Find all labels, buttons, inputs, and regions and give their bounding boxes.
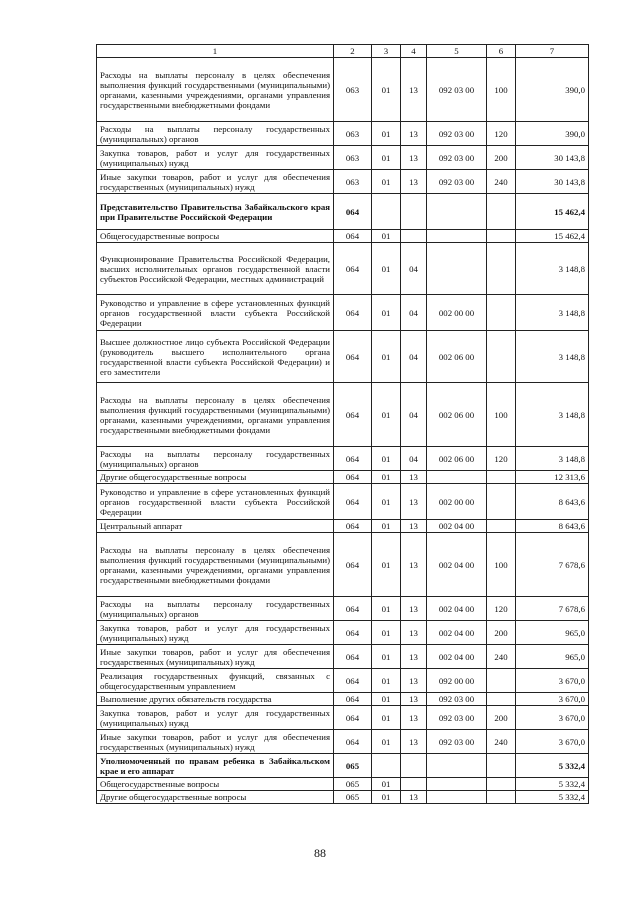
item-name-cell: Другие общегосударственные вопросы [97,471,334,484]
target-article-cell: 002 04 00 [427,597,487,621]
amount-cell: 3 148,8 [516,447,589,471]
subsection-cell: 13 [401,484,427,520]
target-article-cell: 092 03 00 [427,58,487,122]
admin-code-cell: 064 [334,693,372,706]
subsection-cell [401,754,427,778]
section-cell: 01 [372,170,401,194]
table-row [97,645,589,669]
amount-cell: 5 332,4 [516,778,589,791]
subsection-cell: 04 [401,447,427,471]
target-article-cell: 002 06 00 [427,383,487,447]
admin-code-cell: 064 [334,331,372,383]
expense-type-cell: 240 [487,730,516,754]
target-article-cell: 092 03 00 [427,730,487,754]
header-cell-7: 7 [516,45,589,58]
amount-cell: 15 462,4 [516,194,589,230]
subsection-cell: 13 [401,122,427,146]
section-cell: 01 [372,706,401,730]
table-row [97,383,589,447]
section-cell: 01 [372,791,401,804]
section-cell: 01 [372,471,401,484]
admin-code-cell: 064 [334,447,372,471]
subsection-cell [401,194,427,230]
table-row [97,791,589,804]
table-row [97,706,589,730]
expense-type-cell: 120 [487,597,516,621]
table-row [97,471,589,484]
admin-code-cell: 064 [334,706,372,730]
expense-type-cell: 240 [487,645,516,669]
header-cell-1: 1 [97,45,334,58]
item-name-cell: Другие общегосударственные вопросы [97,791,334,804]
section-cell: 01 [372,597,401,621]
admin-code-cell: 065 [334,791,372,804]
target-article-cell: 002 04 00 [427,533,487,597]
table-row [97,170,589,194]
section-cell: 01 [372,146,401,170]
expense-type-cell: 100 [487,533,516,597]
amount-cell: 3 148,8 [516,383,589,447]
header-cell-5: 5 [427,45,487,58]
section-cell: 01 [372,533,401,597]
item-name-cell: Руководство и управление в сфере установленных функций органов государственной власти субъекта Российской Федерации [97,484,334,520]
amount-cell: 390,0 [516,58,589,122]
amount-cell: 3 670,0 [516,669,589,693]
page-number: 88 [314,846,326,860]
admin-code-cell: 064 [334,520,372,533]
admin-code-cell: 064 [334,533,372,597]
expense-type-cell [487,669,516,693]
subsection-cell: 13 [401,706,427,730]
amount-cell: 3 148,8 [516,331,589,383]
expense-type-cell: 120 [487,447,516,471]
table-row [97,597,589,621]
item-name-cell: Закупка товаров, работ и услуг для государственных (муниципальных) нужд [97,621,334,645]
section-cell: 01 [372,383,401,447]
subsection-cell: 13 [401,58,427,122]
amount-cell: 3 670,0 [516,706,589,730]
item-name-cell: Реализация государственных функций, связанных с общегосударственным управлением [97,669,334,693]
table-row [97,146,589,170]
admin-code-cell: 063 [334,58,372,122]
amount-cell: 3 670,0 [516,693,589,706]
target-article-cell [427,471,487,484]
subsection-cell: 04 [401,383,427,447]
subsection-cell: 13 [401,471,427,484]
subsection-cell: 13 [401,621,427,645]
subsection-cell: 13 [401,597,427,621]
amount-cell: 7 678,6 [516,597,589,621]
admin-code-cell: 064 [334,230,372,243]
admin-code-cell: 063 [334,146,372,170]
subsection-cell: 13 [401,730,427,754]
amount-cell: 3 148,8 [516,243,589,295]
table-row [97,621,589,645]
amount-cell: 965,0 [516,621,589,645]
section-cell: 01 [372,331,401,383]
amount-cell: 5 332,4 [516,754,589,778]
target-article-cell: 002 06 00 [427,331,487,383]
amount-cell: 15 462,4 [516,230,589,243]
subsection-cell: 04 [401,331,427,383]
table-body [97,45,589,804]
target-article-cell [427,754,487,778]
target-article-cell [427,791,487,804]
expense-type-cell [487,331,516,383]
amount-cell: 30 143,8 [516,146,589,170]
header-cell-4: 4 [401,45,427,58]
subsection-cell: 13 [401,669,427,693]
item-name-cell: Высшее должностное лицо субъекта Российской Федерации (руководитель высшего исполнительного органа государственной власти субъекта Российской Федерации) и его заместители [97,331,334,383]
section-cell: 01 [372,447,401,471]
expense-type-cell [487,778,516,791]
expense-type-cell [487,520,516,533]
target-article-cell [427,778,487,791]
table-row [97,730,589,754]
amount-cell: 390,0 [516,122,589,146]
admin-code-cell: 064 [334,621,372,645]
item-name-cell: Уполномоченный по правам ребенка в Забайкальском крае и его аппарат [97,754,334,778]
target-article-cell [427,243,487,295]
admin-code-cell: 064 [334,645,372,669]
expense-type-cell: 200 [487,146,516,170]
table-row [97,754,589,778]
target-article-cell: 002 00 00 [427,484,487,520]
table-header-row [97,45,589,58]
expense-type-cell [487,471,516,484]
table-row [97,243,589,295]
item-name-cell: Расходы на выплаты персоналу государственных (муниципальных) органов [97,447,334,471]
section-cell [372,194,401,230]
subsection-cell: 04 [401,295,427,331]
item-name-cell: Центральный аппарат [97,520,334,533]
item-name-cell: Функционирование Правительства Российской Федерации, высших исполнительных органов государственной власти субъектов Российской Федерации, местных администраций [97,243,334,295]
admin-code-cell: 064 [334,484,372,520]
section-cell: 01 [372,295,401,331]
item-name-cell: Выполнение других обязательств государства [97,693,334,706]
expense-type-cell: 200 [487,706,516,730]
expense-type-cell [487,693,516,706]
subsection-cell: 04 [401,243,427,295]
target-article-cell: 002 04 00 [427,621,487,645]
admin-code-cell: 064 [334,597,372,621]
item-name-cell: Иные закупки товаров, работ и услуг для обеспечения государственных (муниципальных) нужд [97,730,334,754]
item-name-cell: Представительство Правительства Забайкальского края при Правительстве Российской Федерации [97,194,334,230]
expense-type-cell [487,194,516,230]
amount-cell: 3 148,8 [516,295,589,331]
target-article-cell: 092 03 00 [427,706,487,730]
item-name-cell: Общегосударственные вопросы [97,230,334,243]
admin-code-cell: 064 [334,730,372,754]
header-cell-2: 2 [334,45,372,58]
section-cell: 01 [372,693,401,706]
table-row [97,122,589,146]
target-article-cell: 092 03 00 [427,122,487,146]
admin-code-cell: 063 [334,122,372,146]
admin-code-cell: 065 [334,778,372,791]
subsection-cell: 13 [401,791,427,804]
target-article-cell: 092 03 00 [427,146,487,170]
table-row [97,447,589,471]
target-article-cell: 002 04 00 [427,645,487,669]
admin-code-cell: 063 [334,170,372,194]
table-row [97,230,589,243]
expense-type-cell: 200 [487,621,516,645]
admin-code-cell: 064 [334,383,372,447]
header-cell-6: 6 [487,45,516,58]
table-row [97,58,589,122]
admin-code-cell: 065 [334,754,372,778]
target-article-cell: 002 04 00 [427,520,487,533]
section-cell: 01 [372,645,401,669]
section-cell: 01 [372,58,401,122]
amount-cell: 8 643,6 [516,520,589,533]
subsection-cell [401,778,427,791]
section-cell: 01 [372,230,401,243]
target-article-cell [427,230,487,243]
table-row [97,331,589,383]
expense-type-cell: 240 [487,170,516,194]
table-row [97,520,589,533]
table-row [97,669,589,693]
item-name-cell: Иные закупки товаров, работ и услуг для обеспечения государственных (муниципальных) нужд [97,170,334,194]
subsection-cell: 13 [401,693,427,706]
section-cell: 01 [372,122,401,146]
amount-cell: 7 678,6 [516,533,589,597]
amount-cell: 5 332,4 [516,791,589,804]
section-cell: 01 [372,621,401,645]
amount-cell: 965,0 [516,645,589,669]
table-row [97,295,589,331]
item-name-cell: Закупка товаров, работ и услуг для государственных (муниципальных) нужд [97,706,334,730]
header-cell-3: 3 [372,45,401,58]
item-name-cell: Расходы на выплаты персоналу государственных (муниципальных) органов [97,597,334,621]
subsection-cell: 13 [401,645,427,669]
expense-type-cell [487,230,516,243]
item-name-cell: Закупка товаров, работ и услуг для государственных (муниципальных) нужд [97,146,334,170]
subsection-cell: 13 [401,520,427,533]
target-article-cell: 002 06 00 [427,447,487,471]
expense-type-cell: 100 [487,383,516,447]
item-name-cell: Иные закупки товаров, работ и услуг для обеспечения государственных (муниципальных) нужд [97,645,334,669]
expense-type-cell [487,295,516,331]
budget-table [96,44,589,804]
expense-type-cell [487,791,516,804]
admin-code-cell: 064 [334,295,372,331]
item-name-cell: Общегосударственные вопросы [97,778,334,791]
expense-type-cell [487,754,516,778]
item-name-cell: Расходы на выплаты персоналу в целях обеспечения выполнения функций государственными (муниципальными) органами, казенными учреждениями, органами управления государственными внебюджетными фондами [97,383,334,447]
table-row [97,194,589,230]
amount-cell: 3 670,0 [516,730,589,754]
admin-code-cell: 064 [334,194,372,230]
section-cell: 01 [372,730,401,754]
subsection-cell: 13 [401,533,427,597]
section-cell: 01 [372,243,401,295]
section-cell: 01 [372,484,401,520]
target-article-cell: 092 03 00 [427,693,487,706]
admin-code-cell: 064 [334,243,372,295]
table-row [97,484,589,520]
subsection-cell: 13 [401,146,427,170]
target-article-cell: 002 00 00 [427,295,487,331]
amount-cell: 12 313,6 [516,471,589,484]
target-article-cell [427,194,487,230]
expense-type-cell: 100 [487,58,516,122]
target-article-cell: 092 03 00 [427,170,487,194]
table-row [97,533,589,597]
amount-cell: 8 643,6 [516,484,589,520]
amount-cell: 30 143,8 [516,170,589,194]
target-article-cell: 092 00 00 [427,669,487,693]
admin-code-cell: 064 [334,471,372,484]
admin-code-cell: 064 [334,669,372,693]
section-cell: 01 [372,669,401,693]
expense-type-cell [487,243,516,295]
item-name-cell: Расходы на выплаты персоналу государственных (муниципальных) органов [97,122,334,146]
expense-type-cell [487,484,516,520]
section-cell [372,754,401,778]
item-name-cell: Расходы на выплаты персоналу в целях обеспечения выполнения функций государственными (муниципальными) органами, казенными учреждениями, органами управления государственными внебюджетными фондами [97,58,334,122]
item-name-cell: Руководство и управление в сфере установленных функций органов государственной власти субъекта Российской Федерации [97,295,334,331]
expense-type-cell: 120 [487,122,516,146]
section-cell: 01 [372,520,401,533]
item-name-cell: Расходы на выплаты персоналу в целях обеспечения выполнения функций государственными (муниципальными) органами, казенными учреждениями, органами управления государственными внебюджетными фондами [97,533,334,597]
subsection-cell [401,230,427,243]
table-row [97,693,589,706]
section-cell: 01 [372,778,401,791]
subsection-cell: 13 [401,170,427,194]
table-row [97,778,589,791]
